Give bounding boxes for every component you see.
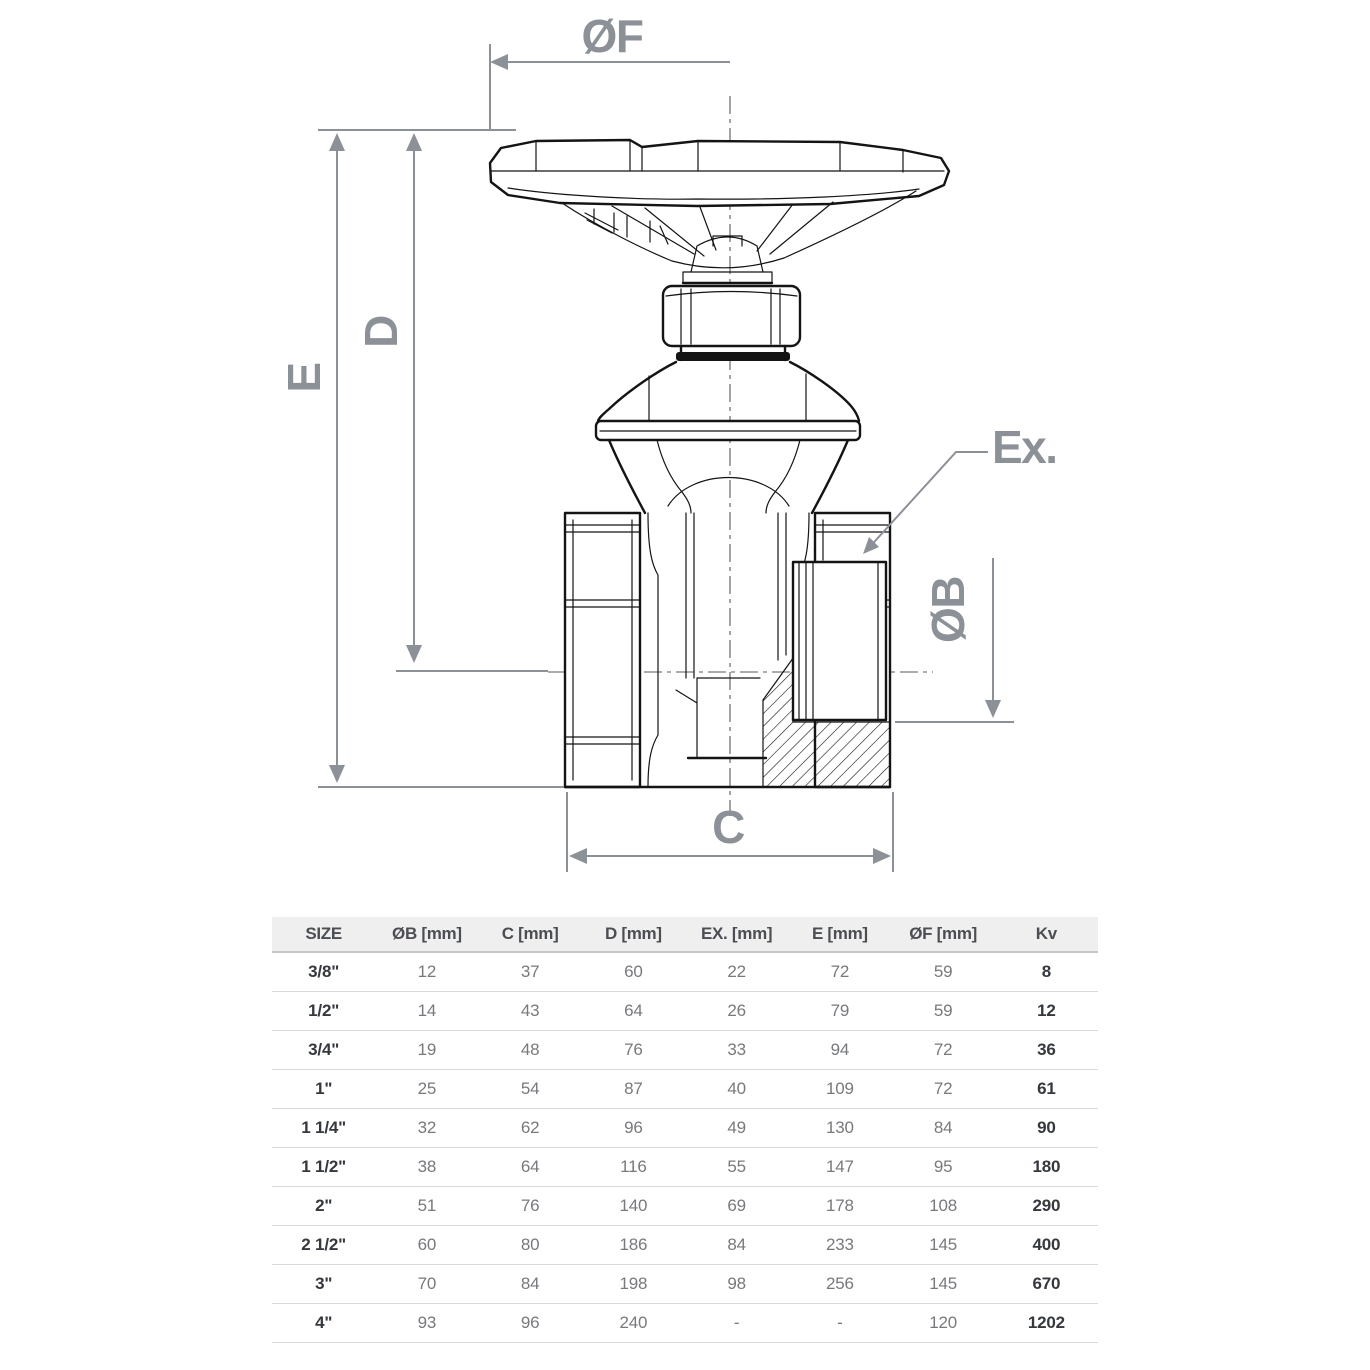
table-row <box>272 1070 1098 1109</box>
value-cell: 72 <box>892 1031 995 1070</box>
dim-label-of: ØF <box>581 10 643 62</box>
dim-d <box>355 133 548 671</box>
dim-label-ob: ØB <box>922 577 974 643</box>
kv-cell: 61 <box>995 1070 1098 1109</box>
value-cell: 96 <box>479 1304 582 1343</box>
table-head <box>272 917 1098 952</box>
kv-cell: 12 <box>995 992 1098 1031</box>
column-header: Kv <box>995 917 1098 952</box>
value-cell: 38 <box>375 1148 478 1187</box>
value-cell: 80 <box>479 1226 582 1265</box>
value-cell: 43 <box>479 992 582 1031</box>
value-cell: 54 <box>479 1070 582 1109</box>
value-cell: 69 <box>685 1187 788 1226</box>
value-cell: 59 <box>892 952 995 992</box>
dim-ex <box>863 421 1057 554</box>
dim-ob <box>895 558 1014 722</box>
value-cell: 178 <box>788 1187 891 1226</box>
size-cell: 3" <box>272 1265 375 1304</box>
value-cell: 49 <box>685 1109 788 1148</box>
value-cell: 60 <box>375 1226 478 1265</box>
value-cell: 94 <box>788 1031 891 1070</box>
kv-cell: 90 <box>995 1109 1098 1148</box>
dim-label-d: D <box>355 316 407 348</box>
value-cell: 51 <box>375 1187 478 1226</box>
column-header: SIZE <box>272 917 375 952</box>
value-cell: 93 <box>375 1304 478 1343</box>
size-cell: 1" <box>272 1070 375 1109</box>
value-cell: 62 <box>479 1109 582 1148</box>
kv-cell: 290 <box>995 1187 1098 1226</box>
arrow-left-icon <box>490 54 508 70</box>
value-cell: 60 <box>582 952 685 992</box>
dim-of <box>490 10 730 130</box>
kv-cell: 180 <box>995 1148 1098 1187</box>
value-cell: 233 <box>788 1226 891 1265</box>
arrow-right-icon <box>873 848 891 864</box>
value-cell: 240 <box>582 1304 685 1343</box>
value-cell: 140 <box>582 1187 685 1226</box>
value-cell: 48 <box>479 1031 582 1070</box>
table-header-row <box>272 917 1098 952</box>
value-cell: 40 <box>685 1070 788 1109</box>
value-cell: 145 <box>892 1265 995 1304</box>
value-cell: 145 <box>892 1226 995 1265</box>
threaded-insert <box>793 562 886 720</box>
value-cell: 116 <box>582 1148 685 1187</box>
bonnet <box>596 362 860 513</box>
left-port <box>565 513 640 787</box>
value-cell: 109 <box>788 1070 891 1109</box>
kv-cell: 36 <box>995 1031 1098 1070</box>
value-cell: 14 <box>375 992 478 1031</box>
value-cell: 37 <box>479 952 582 992</box>
table-row <box>272 1109 1098 1148</box>
value-cell: 22 <box>685 952 788 992</box>
value-cell: 19 <box>375 1031 478 1070</box>
value-cell: - <box>788 1304 891 1343</box>
arrow-down-icon <box>329 765 345 783</box>
arrow-left-icon <box>569 848 587 864</box>
value-cell: 70 <box>375 1265 478 1304</box>
dimensions-table-wrapper <box>272 917 1098 1343</box>
value-cell: 64 <box>582 992 685 1031</box>
size-cell: 3/8" <box>272 952 375 992</box>
value-cell: 98 <box>685 1265 788 1304</box>
kv-cell: 670 <box>995 1265 1098 1304</box>
valve-outline <box>490 140 949 787</box>
value-cell: 32 <box>375 1109 478 1148</box>
dim-label-e: E <box>278 363 330 393</box>
value-cell: 198 <box>582 1265 685 1304</box>
value-cell: 186 <box>582 1226 685 1265</box>
table-row <box>272 992 1098 1031</box>
arrow-up-icon <box>329 133 345 151</box>
value-cell: 95 <box>892 1148 995 1187</box>
dim-label-c: C <box>712 801 744 853</box>
table-row <box>272 1265 1098 1304</box>
dimensions-table <box>272 917 1098 1343</box>
size-cell: 3/4" <box>272 1031 375 1070</box>
table-row <box>272 1148 1098 1187</box>
value-cell: 108 <box>892 1187 995 1226</box>
value-cell: 147 <box>788 1148 891 1187</box>
value-cell: 72 <box>892 1070 995 1109</box>
kv-cell: 1202 <box>995 1304 1098 1343</box>
value-cell: 33 <box>685 1031 788 1070</box>
size-cell: 4" <box>272 1304 375 1343</box>
table-row <box>272 952 1098 992</box>
value-cell: 84 <box>892 1109 995 1148</box>
column-header: C [mm] <box>479 917 582 952</box>
size-cell: 1 1/2" <box>272 1148 375 1187</box>
arrow-down-icon <box>985 700 1001 718</box>
value-cell: 120 <box>892 1304 995 1343</box>
o-ring-band <box>676 352 790 361</box>
value-cell: 12 <box>375 952 478 992</box>
column-header: E [mm] <box>788 917 891 952</box>
kv-cell: 400 <box>995 1226 1098 1265</box>
dim-label-ex: Ex. <box>992 421 1057 473</box>
value-cell: 96 <box>582 1109 685 1148</box>
arrow-up-icon <box>406 133 422 151</box>
table-body <box>272 952 1098 1343</box>
table-row <box>272 1031 1098 1070</box>
value-cell: 76 <box>582 1031 685 1070</box>
handwheel <box>490 140 949 283</box>
table-row <box>272 1226 1098 1265</box>
value-cell: 72 <box>788 952 891 992</box>
value-cell: 256 <box>788 1265 891 1304</box>
kv-cell: 8 <box>995 952 1098 992</box>
column-header: ØB [mm] <box>375 917 478 952</box>
value-cell: 79 <box>788 992 891 1031</box>
value-cell: 59 <box>892 992 995 1031</box>
dim-c <box>567 792 893 872</box>
value-cell: 130 <box>788 1109 891 1148</box>
value-cell: 25 <box>375 1070 478 1109</box>
value-cell: - <box>685 1304 788 1343</box>
arrow-down-icon <box>406 645 422 663</box>
value-cell: 87 <box>582 1070 685 1109</box>
column-header: D [mm] <box>582 917 685 952</box>
packing-nut <box>663 286 800 361</box>
size-cell: 1/2" <box>272 992 375 1031</box>
table-row <box>272 1187 1098 1226</box>
size-cell: 1 1/4" <box>272 1109 375 1148</box>
column-header: EX. [mm] <box>685 917 788 952</box>
value-cell: 26 <box>685 992 788 1031</box>
value-cell: 55 <box>685 1148 788 1187</box>
value-cell: 64 <box>479 1148 582 1187</box>
value-cell: 84 <box>479 1265 582 1304</box>
size-cell: 2" <box>272 1187 375 1226</box>
value-cell: 76 <box>479 1187 582 1226</box>
column-header: ØF [mm] <box>892 917 995 952</box>
valve-body <box>565 478 890 788</box>
table-row <box>272 1304 1098 1343</box>
dim-e <box>278 133 564 787</box>
value-cell: 84 <box>685 1226 788 1265</box>
size-cell: 2 1/2" <box>272 1226 375 1265</box>
